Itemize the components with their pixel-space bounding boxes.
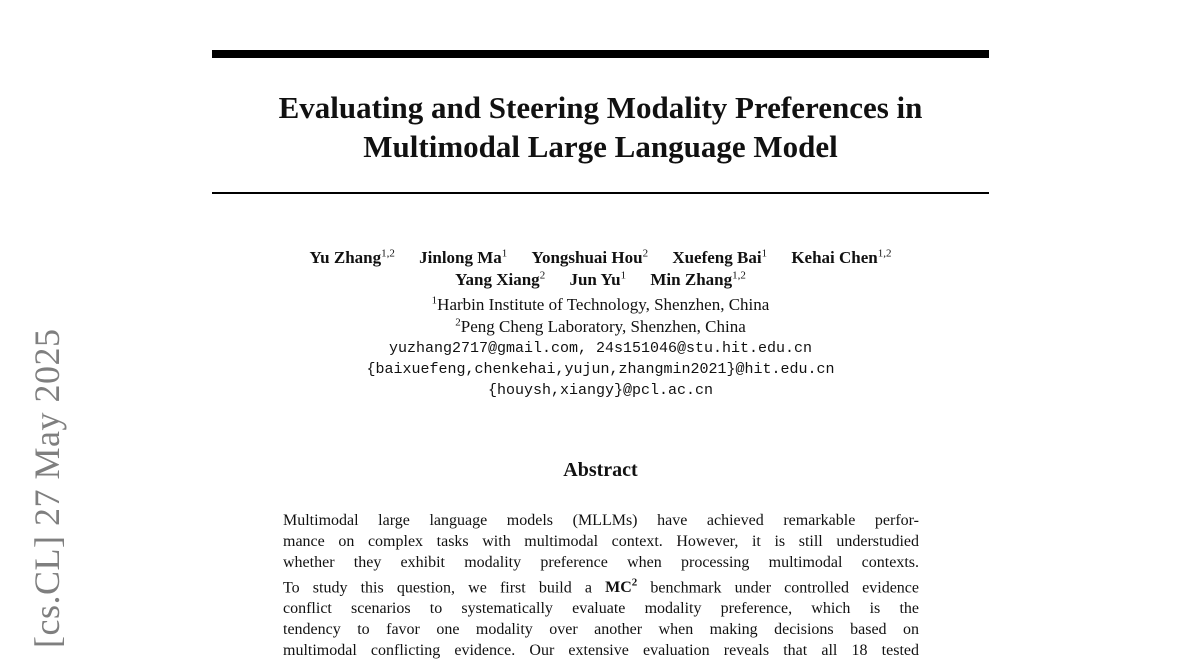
email-line[interactable]: {houysh,xiangy}@pcl.ac.cn: [487, 382, 714, 399]
abstract-line: To study this question, we first build a $MC^2$ benchmark under controlled evidence: [283, 577, 919, 597]
author: Jinlong Ma$^1$: [419, 247, 508, 267]
affiliations: [212, 294, 989, 401]
abstract-line: multimodal conflicting evidence. Our extensive evaluation reveals that all 18 tested: [283, 642, 919, 660]
author-row: [212, 247, 989, 269]
author-list: [212, 247, 989, 291]
abstract-body: [283, 510, 919, 661]
author: Xuefeng Bai$^1$: [672, 247, 768, 267]
email-line[interactable]: yuzhang2717@gmail.com, 24s151046@stu.hit.edu.cn: [388, 340, 813, 357]
affiliation: $^2$Peng Cheng Laboratory, Shenzhen, China: [455, 316, 746, 336]
paper-title: [212, 88, 989, 166]
email-line[interactable]: {baixuefeng,chenkehai,yujun,zhangmin2021}@hit.edu.cn: [366, 361, 835, 378]
abstract-line: whether they exhibit modality preference when processing multimodal contexts.: [283, 554, 919, 571]
arxiv-stamp: [cs.CL] 27 May 2025: [27, 328, 67, 648]
abstract-line: tendency to favor one modality over another when making decisions based on: [283, 621, 919, 639]
author: Min Zhang$^{1,2}$: [650, 269, 746, 289]
title-line: Evaluating and Steering Modality Preferences in: [278, 90, 923, 125]
abstract-line: conflict scenarios to systematically evaluate modality preference, which is the: [283, 600, 919, 618]
title-line: Multimodal Large Language Model: [363, 129, 838, 164]
author: Yongshuai Hou$^2$: [531, 247, 649, 267]
title-top-rule: [212, 50, 989, 58]
abstract-line: Multimodal large language models (MLLMs) have achieved remarkable perfor-: [283, 512, 919, 529]
author: Yang Xiang$^2$: [455, 269, 546, 289]
author: Kehai Chen$^{1,2}$: [791, 247, 892, 267]
author-row: [212, 269, 989, 291]
title-bottom-rule: [212, 192, 989, 194]
abstract-line: mance on complex tasks with multimodal context. However, it is still understudied: [283, 533, 919, 550]
author: Jun Yu$^1$: [569, 269, 627, 289]
author: Yu Zhang$^{1,2}$: [309, 247, 395, 267]
benchmark-name: $MC^2$: [605, 577, 638, 597]
abstract-heading: Abstract: [563, 459, 638, 481]
affiliation: $^1$Harbin Institute of Technology, Shenzhen, China: [431, 294, 770, 314]
